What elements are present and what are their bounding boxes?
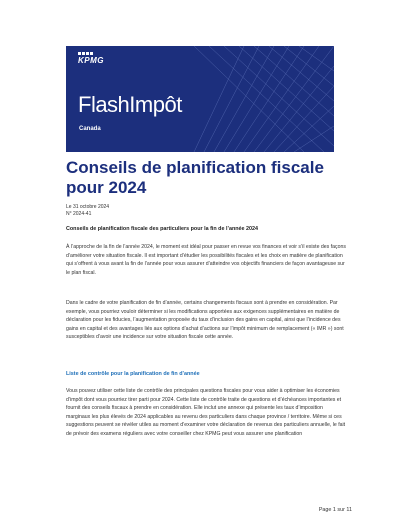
document-subheading: Conseils de planification fiscale des particuliers pour la fin de l’année 2024 [66,226,259,232]
publication-number: N° 2024-41 [66,211,92,217]
publication-title: FlashImpôt [78,92,182,117]
publication-region: Canada [79,126,101,132]
banner-line-pattern [184,46,334,152]
paragraph-changes: Dans le cadre de votre planification de fin d’année, certains changements fiscaux sont à prendre en considération. Par exemple, vous pourriez vouloir déterminer si les modifications apportées aux exigences supplémentaires en matière de déclaration pour les fiducies, l’augmentation proposée du taux d’inclusion des gains en capital, ainsi que l’incidence des gains en capital et des avantages liés aux options d’achat d’actions sur l’impôt minimum de remplacement (« IMR ») sont susceptibles d’avoir une incidence sur votre situation fiscale cette année. [66,300,344,341]
paragraph-intro: À l’approche de la fin de l’année 2024, le moment est idéal pour passer en revue vos finances et voir s’il existe des façons d’améliorer votre situation fiscale. Il est important d’étudier les possibilités fiscales et les choix en matière de planification qui s’offrent à vous avant la fin de l’année pour vous assurer d’atteindre vos objectifs financiers de façon avantageuse sur le plan fiscal. [66,244,346,276]
publication-date: Le 31 octobre 2024 [66,204,110,210]
page-title: Conseils de planification fiscale pour 2024 [66,158,324,197]
section-heading-checklist: Liste de contrôle pour la planification de fin d’année [66,371,200,377]
header-banner [66,46,334,152]
document-meta [66,204,109,218]
page-number: Page 1 sur 11 [318,507,352,513]
kpmg-logo: KPMG [78,56,104,65]
paragraph-checklist: Vous pouvez utiliser cette liste de contrôle des principales questions fiscales pour vous aider à optimiser les économies d’impôt dont vous pourriez tirer parti pour 2024. Cette liste de contrôle traite de questions et d’échéances importantes et fournit des conseils fiscaux à prendre en considération. Elle inclut une annexe qui présente les taux d’imposition marginaux les plus élevés de 2024 applicables au revenu des particuliers dans chaque province / territoire. Même si ces suggestions peuvent se révéler utiles au moment d’examiner votre déclaration de revenus des particuliers annuelle, le fait de prévoir des examens réguliers avec votre conseiller chez KPMG peut vous assurer une planification [66,388,346,437]
kpmg-logo-mark [78,52,93,55]
